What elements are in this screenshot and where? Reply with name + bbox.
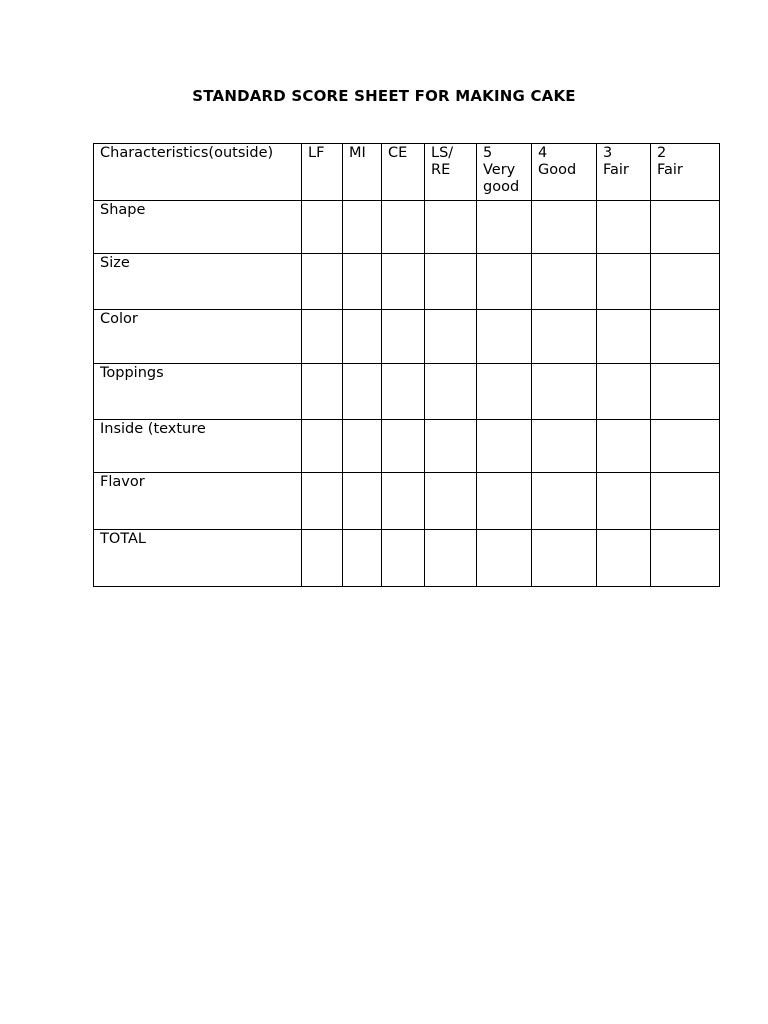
score-cell [597,254,651,310]
table-row [94,310,720,364]
header-row [94,144,720,201]
score-cell [425,420,477,473]
score-cell [425,473,477,530]
table-row [94,473,720,530]
score-cell [343,364,382,420]
table-row [94,364,720,420]
score-cell [425,310,477,364]
score-cell [343,420,382,473]
score-cell [532,420,597,473]
score-cell [425,530,477,587]
score-cell [382,530,425,587]
score-cell [425,364,477,420]
header-lf: LF [302,144,343,201]
score-cell [532,364,597,420]
score-cell [302,364,343,420]
score-cell [343,530,382,587]
row-label-size: Size [94,254,302,310]
row-label-shape: Shape [94,201,302,254]
score-cell [651,364,720,420]
score-cell [382,201,425,254]
score-cell [302,420,343,473]
score-cell [651,201,720,254]
score-cell [651,254,720,310]
table-row [94,530,720,587]
header-5-very-good: 5 Very good [477,144,532,201]
score-cell [597,364,651,420]
header-ce: CE [382,144,425,201]
score-cell [302,473,343,530]
score-cell [382,364,425,420]
score-cell [651,310,720,364]
score-cell [343,310,382,364]
document-title: STANDARD SCORE SHEET FOR MAKING CAKE [192,87,576,105]
score-cell [343,473,382,530]
score-cell [651,530,720,587]
row-label-color: Color [94,310,302,364]
score-cell [302,254,343,310]
score-cell [302,530,343,587]
score-cell [477,420,532,473]
score-cell [532,310,597,364]
score-cell [477,201,532,254]
score-cell [477,364,532,420]
table-row [94,420,720,473]
header-ls-re: LS/ RE [425,144,477,201]
row-label-toppings: Toppings [94,364,302,420]
score-cell [302,201,343,254]
score-cell [597,530,651,587]
score-cell [477,530,532,587]
score-cell [425,254,477,310]
score-cell [382,420,425,473]
score-cell [425,201,477,254]
header-mi: MI [343,144,382,201]
score-cell [532,201,597,254]
score-cell [477,473,532,530]
score-cell [597,201,651,254]
score-cell [651,420,720,473]
header-4-good: 4 Good [532,144,597,201]
score-cell [382,310,425,364]
table-row [94,254,720,310]
score-cell [302,310,343,364]
score-cell [477,254,532,310]
row-label-inside-texture: Inside (texture [94,420,302,473]
score-cell [532,254,597,310]
score-cell [532,530,597,587]
score-cell [343,201,382,254]
score-sheet-table [93,143,720,587]
table-row [94,201,720,254]
row-label-flavor: Flavor [94,473,302,530]
score-cell [651,473,720,530]
score-cell [343,254,382,310]
header-characteristics: Characteristics(outside) [94,144,302,201]
score-cell [597,310,651,364]
score-cell [597,420,651,473]
score-cell [597,473,651,530]
row-label-total: TOTAL [94,530,302,587]
score-cell [382,473,425,530]
header-2-fair: 2 Fair [651,144,720,201]
score-cell [382,254,425,310]
score-cell [477,310,532,364]
header-3-fair: 3 Fair [597,144,651,201]
score-cell [532,473,597,530]
